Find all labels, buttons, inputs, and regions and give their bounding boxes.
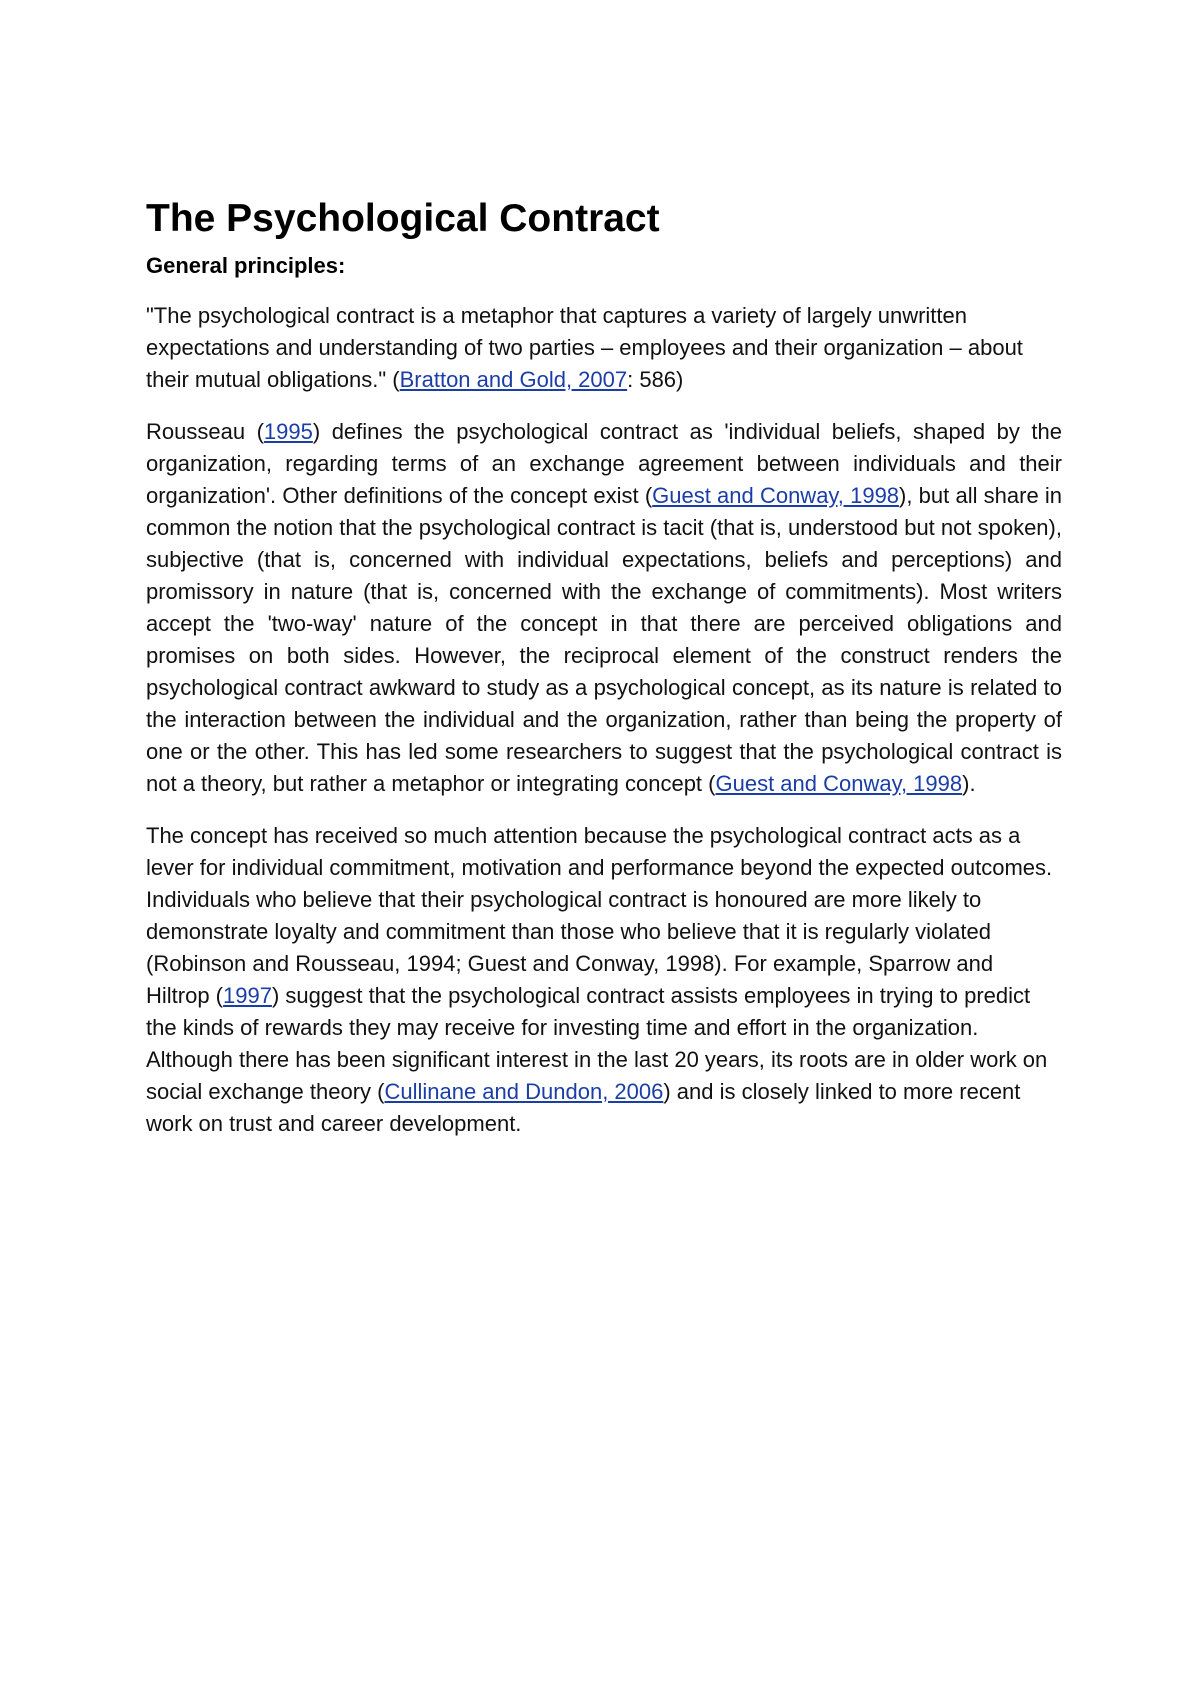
link-cullinane-dundon-2006[interactable]: Cullinane and Dundon, 2006 — [384, 1079, 664, 1104]
link-guest-conway-1998-second[interactable]: Guest and Conway, 1998 — [715, 771, 963, 796]
attention-paragraph — [146, 820, 1062, 1140]
link-rousseau-1995[interactable]: 1995 — [263, 419, 313, 444]
rousseau-paragraph — [146, 416, 1062, 800]
quote-text: "The psychological contract is a metaphor that captures a variety of largely unwritten expectations and understanding of two parties – employees and their organization – about their mutual obligations." ( — [146, 303, 1023, 392]
link-guest-conway-1998[interactable]: Guest and Conway, 1998 — [652, 483, 900, 508]
section-subheading: General principles: — [146, 253, 346, 278]
quote-page-ref: : 586) — [627, 367, 684, 392]
quote-paragraph — [146, 300, 1062, 396]
paragraph-text: ) defines the psychological contract as 'individual beliefs, shaped by the organization, regarding terms of an exchange agreement between individuals and their organization'. Other definitions of the concept exist ( — [146, 419, 1062, 508]
document-page — [146, 196, 1062, 1140]
paragraph-text: The concept has received so much attention because the psychological contract acts as a lever for individual commitment, motivation and performance beyond the expected outcomes. Individuals who believe that their psychological contract is honoured are more likely to demonstrate loyalty and commitment than those who believe that it is regularly violated (Robinson and Rousseau, 1994; Guest and Conway, 1998). For example, Sparrow and Hiltrop ( — [146, 823, 1053, 1008]
paragraph-text: Rousseau ( — [146, 419, 264, 444]
paragraph-text: ), but all share in common the notion that the psychological contract is tacit (that is, understood but not spoken), subjective (that is, concerned with individual expectations, beliefs and perceptions) and promissory in nature (that is, concerned with the exchange of commitments). Most writers accept the 'two-way' nature of the concept in that there are perceived obligations and promises on both sides. However, the reciprocal element of the construct renders the psychological contract awkward to study as a psychological concept, as its nature is related to the interaction between the individual and the organization, rather than being the property of one or the other. This has led some researchers to suggest that the psychological contract is not a theory, but rather a metaphor or integrating concept ( — [146, 483, 1063, 796]
paragraph-text: ). — [962, 771, 976, 796]
page-title: The Psychological Contract — [146, 197, 660, 240]
link-bratton-gold-2007[interactable]: Bratton and Gold, 2007 — [399, 367, 628, 392]
paragraph-text: ) and is closely linked to more recent work on trust and career development. — [146, 1079, 1021, 1136]
paragraph-text: ) suggest that the psychological contract assists employees in trying to predict the kinds of rewards they may receive for investing time and effort in the organization. Although there has been significant interest in the last 20 years, its roots are in older work on social exchange theory ( — [146, 983, 1048, 1104]
link-sparrow-hiltrop-1997[interactable]: 1997 — [223, 983, 272, 1008]
